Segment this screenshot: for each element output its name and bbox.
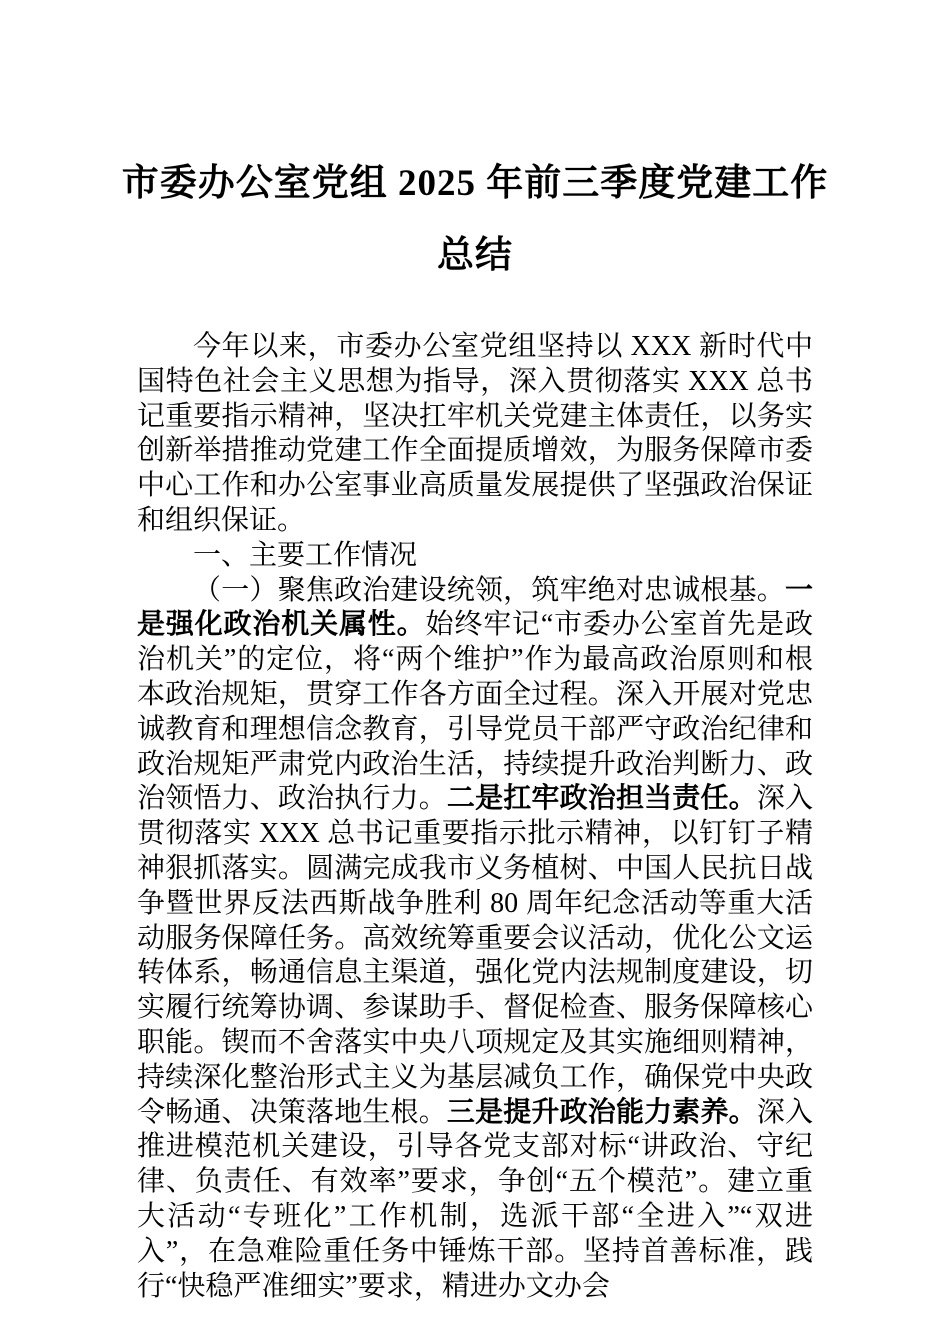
point-3-heading: 三是提升政治能力素养。 (446, 1096, 757, 1128)
point-2-heading: 二是扛牢政治担当责任。 (446, 783, 757, 815)
document-title (0, 148, 950, 292)
section-1-heading (137, 539, 813, 574)
point-1-body: 始终牢记“市委办公室首先是政治机关”的定位，将“两个维护”作为最高政治原则和根本政治规矩，贯穿工作各方面全过程。深入开展对党忠诚教育和理想信念教育，引导党员干部严守政治纪律和政治规矩严肃党内政治生活，持续提升政治判断力、政治领悟力、政治执行力。 (137, 609, 813, 815)
title-line-1: 市委办公室党组 2025 年前三季度党建工作 (121, 163, 829, 204)
point-1-heading: 一是强化政治机关属性。 (137, 574, 813, 641)
paragraph-section-1-1 (137, 574, 813, 1305)
paragraph-intro (137, 330, 813, 539)
section-1-heading-text: 一、主要工作情况 (193, 539, 418, 571)
document-body (137, 330, 813, 1304)
subsection-1-1-lead: （一）聚焦政治建设统领，筑牢绝对忠诚根基。 (193, 574, 785, 606)
title-line-2: 总结 (437, 235, 513, 276)
intro-text: 今年以来，市委办公室党组坚持以 XXX 新时代中国特色社会主义思想为指导，深入贯彻落实 XXX 总书记重要指示精神，坚决扛牢机关党建主体责任，以务实创新举措推动党建工作全面提质增效，为服务保障市委中心工作和办公室事业高质量发展提供了坚强政治保证和组织保证。 (137, 331, 813, 536)
point-3-body: 深入推进模范机关建设，引导各党支部对标“讲政治、守纪律、负责任、有效率”要求，争创“五个模范”。建立重大活动“专班化”工作机制，选派干部“全进入”“双进入”，在急难险重任务中锤炼干部。坚持首善标准，践行“快稳严准细实”要求，精进办文办会 (137, 1096, 813, 1302)
point-2-body: 深入贯彻落实 XXX 总书记重要指示批示精神，以钉钉子精神狠抓落实。圆满完成我市义务植树、中国人民抗日战争暨世界反法西斯战争胜利 80 周年纪念活动等重大活动服务保障任务。高效统筹重要会议活动，优化公文运转体系，畅通信息主渠道，强化党内法规制度建设，切实履行统筹协调、参谋助手、督促检查、服务保障核心职能。锲而不舍落实中央八项规定及其实施细则精神，持续深化整治形式主义为基层减负工作，确保党中央政令畅通、决策落地生根。 (137, 783, 813, 1128)
